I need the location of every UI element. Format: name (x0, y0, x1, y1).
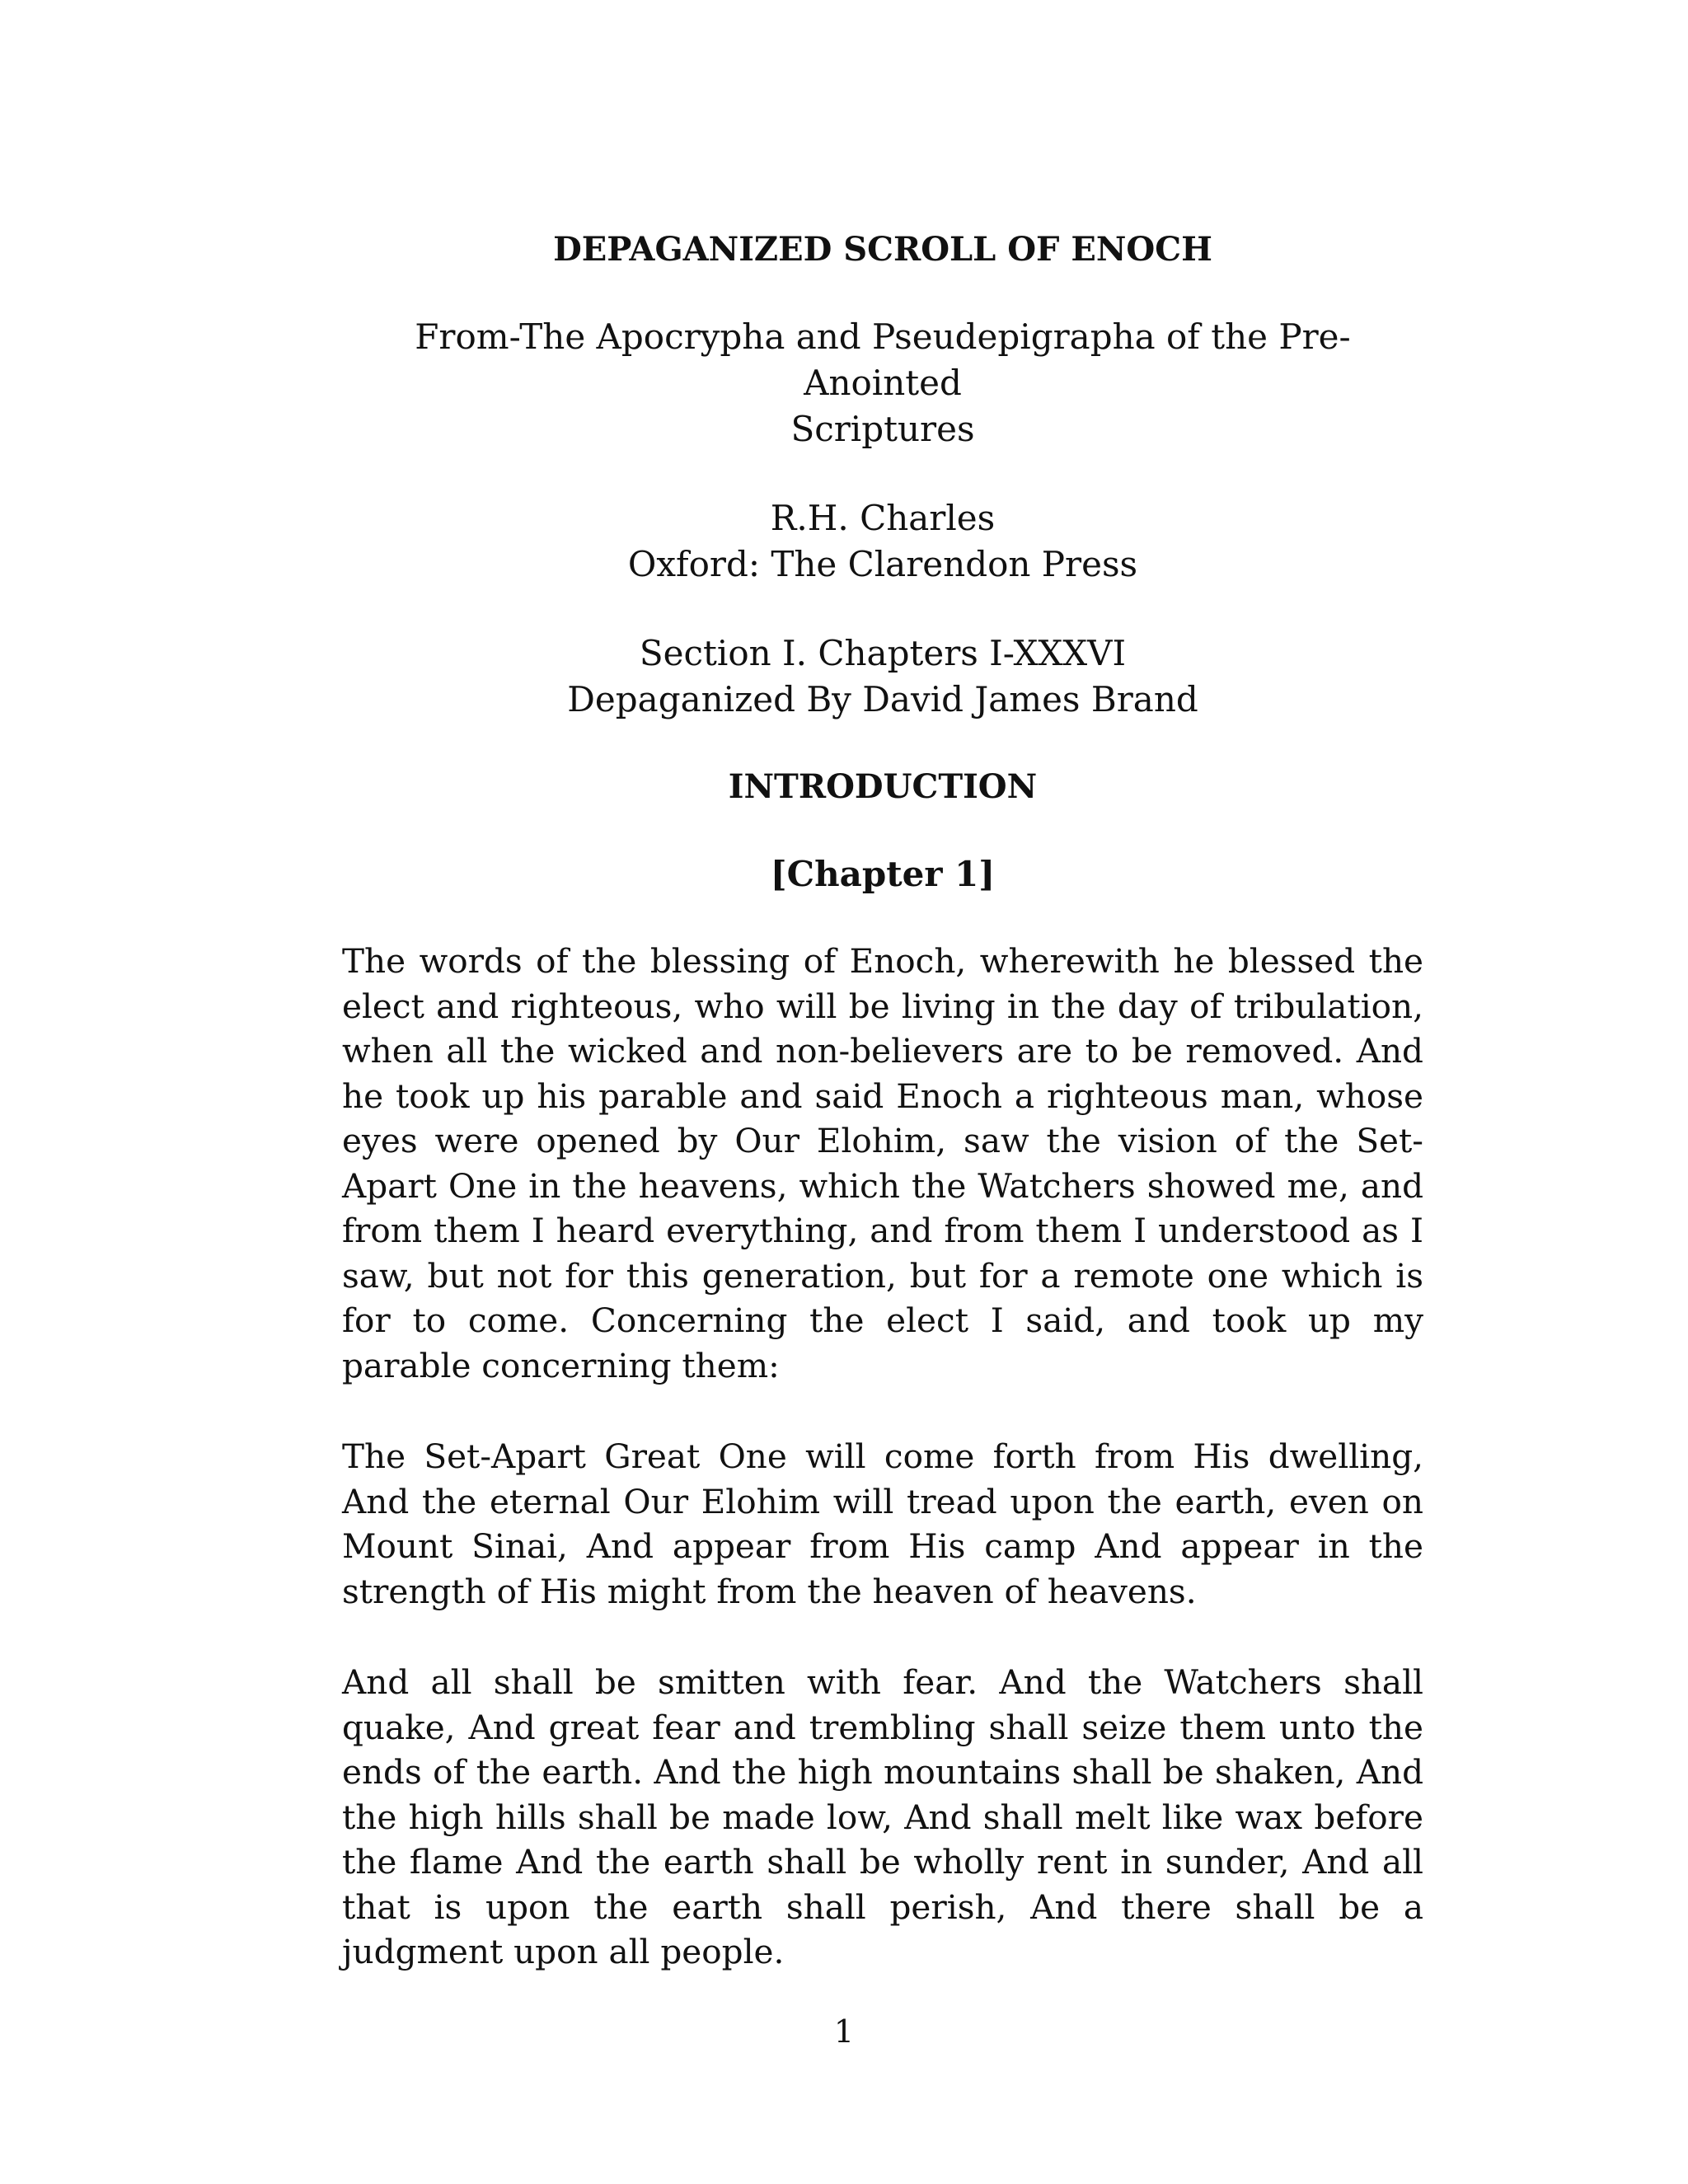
body-paragraph-3: And all shall be smitten with fear. And the Watchers shall quake, And great fear and trembling shall seize them unto the ends of the earth. And the high mountains shall be shaken, And the high hills shall be made low, And shall melt like wax before the flame And the earth shall be wholly rent in sunder, And all that is upon the earth shall perish, And there shall be a judgment upon all people. (342, 1662, 1423, 1971)
section-label: Section I. Chapters I-XXXVI (639, 633, 1127, 673)
publisher: Oxford: The Clarendon Press (627, 544, 1138, 584)
introduction-heading: INTRODUCTION (728, 767, 1038, 806)
document-title: DEPAGANIZED SCROLL OF ENOCH (553, 230, 1212, 269)
chapter-heading: [Chapter 1] (770, 854, 996, 894)
author-block (342, 495, 1423, 588)
section-block (342, 630, 1423, 723)
page-content (342, 227, 1423, 2021)
source-citation (342, 314, 1423, 452)
body-paragraph-1: The words of the blessing of Enoch, wherewith he blessed the elect and righteous, who will be living in the day of tribulation, when all the wicked and non-believers are to be removed. And he took up his parable and said Enoch a righteous man, whose eyes were opened by Our Elohim, saw the vision of the Set-Apart One in the heavens, which the Watchers showed me, and from them I heard everything, and from them I understood as I saw, but not for this generation, but for a remote one which is for to come. Concerning the elect I said, and took up my parable concerning them: (342, 941, 1423, 1385)
source-line-2: Scriptures (790, 409, 975, 449)
source-line-1: From-The Apocrypha and Pseudepigrapha of the Pre-Anointed (415, 316, 1351, 403)
author-name: R.H. Charles (770, 498, 996, 538)
depaganized-by: Depaganized By David James Brand (567, 679, 1198, 719)
body-paragraph-2: The Set-Apart Great One will come forth from His dwelling, And the eternal Our Elohim will tread upon the earth, even on Mount Sinai, And appear from His camp And appear in the strength of His might from the heaven of heavens. (342, 1436, 1423, 1611)
page-number: 1 (833, 2013, 855, 2050)
